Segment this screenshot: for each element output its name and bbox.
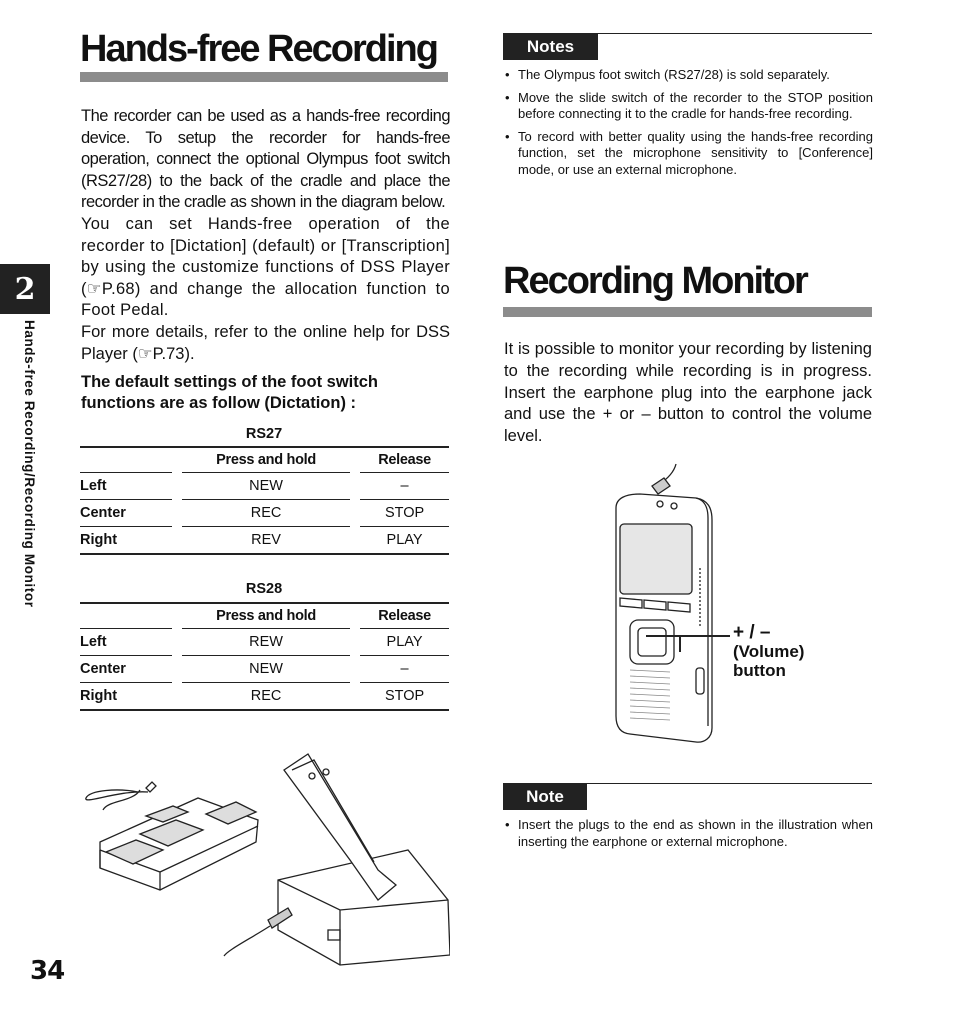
header-cell: [80, 448, 172, 473]
header-cell: Press and hold: [182, 448, 350, 473]
table-header-row: [80, 448, 449, 473]
table-header-row: [80, 604, 449, 629]
table-cell: REW: [182, 629, 350, 656]
table-cell: STOP: [360, 500, 449, 527]
table-row: [80, 473, 449, 500]
table-cell: PLAY: [360, 527, 449, 555]
voice-recorder-illustration: [600, 458, 740, 748]
title-underline: [80, 72, 448, 82]
list-item: • To record with better quality using the hands-free recording function, set the microphone sensitivity to [Conference] mode, or use an external microphone.: [505, 129, 873, 179]
header-cell: [80, 604, 172, 629]
table-caption-rs28: RS28: [245, 581, 283, 597]
settings-heading: The default settings of the foot switch functions are as follow (Dictation) :: [81, 373, 378, 412]
side-section-label: Hands-free Recording/Recording Monitor: [22, 320, 37, 608]
table-cell: STOP: [360, 683, 449, 711]
notes-badge: Notes: [503, 34, 598, 60]
title-underline: [503, 307, 872, 317]
table-row: [80, 629, 449, 656]
rs28-table: [80, 602, 449, 711]
table-row: [80, 656, 449, 683]
note-badge: Note: [503, 784, 587, 810]
table-cell: Right: [80, 527, 172, 555]
note-header: [503, 783, 872, 812]
volume-label-line: + / –: [733, 622, 771, 643]
table-cell: NEW: [182, 656, 350, 683]
table-row: [80, 527, 449, 555]
table-cell: REV: [182, 527, 350, 555]
table-cell: Center: [80, 500, 172, 527]
table-cell: REC: [182, 683, 350, 711]
table-cell: PLAY: [360, 629, 449, 656]
table-caption-rs27: RS27: [245, 426, 283, 442]
note-list: [505, 817, 873, 856]
header-cell: Release: [360, 604, 449, 629]
table-cell: Right: [80, 683, 172, 711]
chapter-tab: 2: [0, 264, 50, 314]
intro-paragraph: The recorder can be used as a hands-free recording device. To setup the recorder for hands-free operation, connect the optional Olympus foot switch (RS27/28) to the back of the cradle and place the recorder in the cradle as shown in the diagram below.: [81, 107, 450, 212]
header-cell: Release: [360, 448, 449, 473]
list-item: • Insert the plugs to the end as shown in the illustration when inserting the earphone or external microphone.: [505, 817, 873, 850]
volume-button-callout: [733, 623, 804, 680]
table-cell: Left: [80, 473, 172, 500]
rs27-table: [80, 446, 449, 555]
monitor-body-text: It is possible to monitor your recording by listening to the recording while recording is in progress. Insert the earphone plug into the earphone jack and use the + or – button to control the volume level.: [504, 340, 872, 446]
page-title: Hands-free Recording: [80, 28, 437, 70]
table-cell: REC: [182, 500, 350, 527]
notes-list: [505, 67, 873, 184]
table-cell: Left: [80, 629, 172, 656]
table-cell: –: [360, 656, 449, 683]
intro-paragraph: For more details, refer to the online help for DSS Player (☞P.73).: [81, 322, 450, 363]
volume-label-line: (Volume): [733, 642, 805, 661]
intro-text: [81, 106, 450, 365]
intro-paragraph: You can set Hands-free operation of the recorder to [Dictation] (default) or [Transcription] by using the customize functions of DSS Player (☞P.68) and change the allocation function to Foot Pedal.: [81, 214, 450, 320]
table-row: [80, 500, 449, 527]
table-cell: –: [360, 473, 449, 500]
notes-header: [503, 33, 872, 62]
list-item: • The Olympus foot switch (RS27/28) is sold separately.: [505, 67, 873, 84]
foot-switch-cradle-illustration: [78, 750, 450, 968]
list-item: • Move the slide switch of the recorder to the STOP position before connecting it to the cradle for hands-free recording.: [505, 90, 873, 123]
page-number: 34: [30, 956, 65, 986]
header-cell: Press and hold: [182, 604, 350, 629]
table-cell: NEW: [182, 473, 350, 500]
section-title: Recording Monitor: [503, 260, 807, 302]
volume-label-line: button: [733, 661, 786, 680]
table-row: [80, 683, 449, 711]
table-cell: Center: [80, 656, 172, 683]
